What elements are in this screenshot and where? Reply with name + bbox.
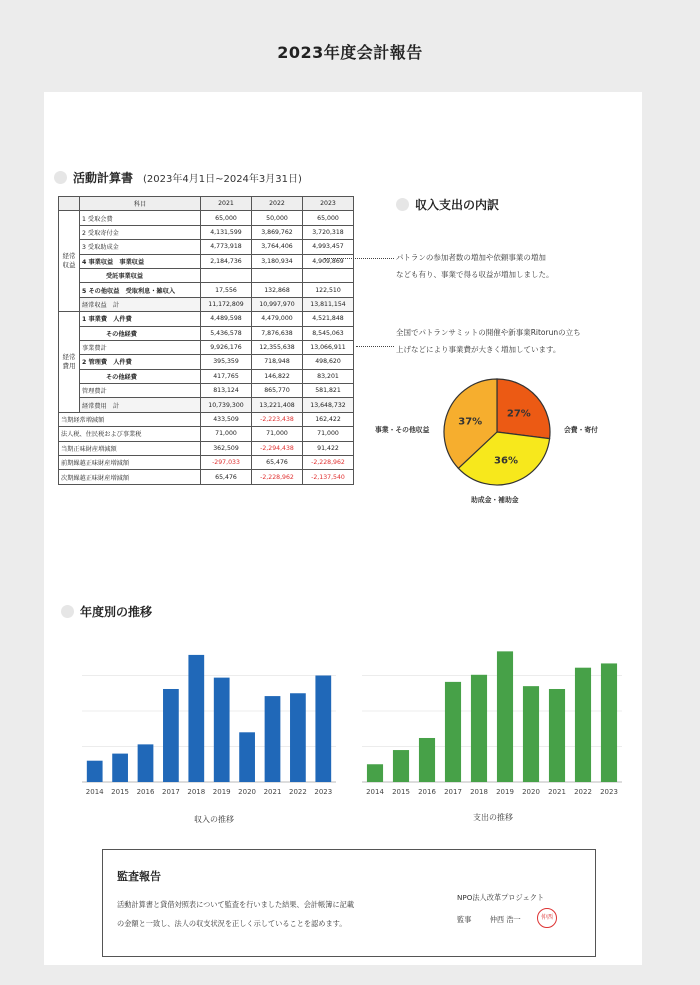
value-cell: 71,000 xyxy=(252,427,303,441)
bar-2019 xyxy=(214,678,230,782)
x-tick-label: 2018 xyxy=(187,788,206,796)
value-cell: 146,822 xyxy=(252,369,303,383)
value-cell: 4,993,457 xyxy=(303,240,354,254)
audit-title: 監査報告 xyxy=(117,870,161,883)
table-row xyxy=(59,441,354,455)
value-cell: -2,228,962 xyxy=(303,456,354,470)
x-tick-label: 2019 xyxy=(212,788,231,796)
bar-2015 xyxy=(393,750,409,782)
table-row xyxy=(59,384,354,398)
report-sheet xyxy=(44,92,642,965)
table-row xyxy=(59,427,354,441)
value-cell: -2,137,540 xyxy=(303,470,354,484)
value-cell: 4,131,599 xyxy=(201,225,252,239)
value-cell: 10,739,300 xyxy=(201,398,252,412)
value-cell: 2,184,736 xyxy=(201,254,252,268)
pie-percent-label: 36% xyxy=(494,455,518,467)
x-tick-label: 2015 xyxy=(392,788,410,796)
table-row xyxy=(59,240,354,254)
table-row xyxy=(59,398,354,412)
value-cell: 4,479,000 xyxy=(252,312,303,326)
auditor-role: 監事 xyxy=(457,915,472,924)
group-label-expense: 経常費用 xyxy=(59,312,80,413)
bar-2022 xyxy=(575,668,591,782)
audit-org-name: NPO法人改革プロジェクト xyxy=(457,893,545,902)
audit-signature xyxy=(457,915,521,925)
row-label: その他経費 xyxy=(80,369,201,383)
x-tick-label: 2022 xyxy=(288,788,307,796)
value-cell: 3,720,318 xyxy=(303,225,354,239)
value-cell: 12,355,638 xyxy=(252,340,303,354)
bar-2018 xyxy=(471,675,487,782)
value-cell: 3,869,762 xyxy=(252,225,303,239)
value-cell: 4,773,918 xyxy=(201,240,252,254)
pie-label-fees-donations: 会費・寄付 xyxy=(564,426,598,434)
value-cell: 8,545,063 xyxy=(303,326,354,340)
x-tick-label: 2020 xyxy=(522,788,540,796)
value-cell: 71,000 xyxy=(303,427,354,441)
bar-2014 xyxy=(367,764,383,782)
x-tick-label: 2018 xyxy=(470,788,488,796)
bar-2018 xyxy=(188,655,204,782)
expense-note-line: 全国でパトランサミットの開催や新事業Ritorunの立ち xyxy=(396,328,581,337)
row-label: 次期繰越正味財産増減額 xyxy=(59,470,201,484)
trend-heading-label: 年度別の推移 xyxy=(80,605,153,619)
activity-statement-table xyxy=(58,196,354,485)
leader-line xyxy=(356,346,394,347)
bar-2021 xyxy=(265,696,281,782)
value-cell: 9,926,176 xyxy=(201,340,252,354)
bar-2017 xyxy=(445,682,461,782)
table-header-row xyxy=(59,197,354,211)
value-cell: 13,066,911 xyxy=(303,340,354,354)
value-cell: 10,997,970 xyxy=(252,297,303,311)
value-cell: 162,422 xyxy=(303,412,354,426)
bar-2020 xyxy=(523,686,539,782)
value-cell: 362,509 xyxy=(201,441,252,455)
value-cell: -2,294,438 xyxy=(252,441,303,455)
row-label: その他経費 xyxy=(80,326,201,340)
row-label: 1 事業費 人件費 xyxy=(80,312,201,326)
audit-body-line: の金額と一致し、法人の収支状況を正しく示していることを認めます。 xyxy=(117,919,347,928)
value-cell: 13,811,154 xyxy=(303,297,354,311)
value-cell: 4,489,598 xyxy=(201,312,252,326)
row-label: 2 管理費 人件費 xyxy=(80,355,201,369)
value-cell: 5,436,578 xyxy=(201,326,252,340)
row-label: 当期経常増減額 xyxy=(59,412,201,426)
row-label: 事業費計 xyxy=(80,340,201,354)
table-row xyxy=(59,225,354,239)
group-label-income: 経常収益 xyxy=(59,211,80,312)
x-tick-label: 2017 xyxy=(161,788,180,796)
table-row xyxy=(59,297,354,311)
value-cell: 50,000 xyxy=(252,211,303,225)
row-label: 当期正味財産増減額 xyxy=(59,441,201,455)
table-row xyxy=(59,412,354,426)
table-row xyxy=(59,355,354,369)
value-cell: 17,556 xyxy=(201,283,252,297)
bar-2017 xyxy=(163,689,179,782)
value-cell: 13,221,408 xyxy=(252,398,303,412)
value-cell: -297,033 xyxy=(201,456,252,470)
bar-2016 xyxy=(419,738,435,782)
value-cell: 11,172,809 xyxy=(201,297,252,311)
row-label: 1 受取会費 xyxy=(80,211,201,225)
bar-2014 xyxy=(87,761,103,782)
x-tick-label: 2022 xyxy=(574,788,592,796)
activity-period: (2023年4月1日~2024年3月31日) xyxy=(143,174,302,185)
leader-line xyxy=(324,258,394,259)
row-label: 前期繰越正味財産増減額 xyxy=(59,456,201,470)
table-row xyxy=(59,211,354,225)
header-spacer xyxy=(59,197,80,211)
seal-stamp-icon: 仲西 xyxy=(537,908,557,928)
table-row xyxy=(59,312,354,326)
bullet-icon xyxy=(54,171,67,184)
table-row xyxy=(59,340,354,354)
table-row xyxy=(59,254,354,268)
expense-chart-caption: 支出の推移 xyxy=(473,813,513,822)
auditor-name: 仲西 浩一 xyxy=(489,915,521,924)
income-trend-chart xyxy=(74,636,344,806)
income-note xyxy=(396,249,554,283)
value-cell: 4,521,848 xyxy=(303,312,354,326)
bar-2022 xyxy=(290,693,306,782)
value-cell: 71,000 xyxy=(201,427,252,441)
row-label: 経常収益 計 xyxy=(80,297,201,311)
column-header: 2022 xyxy=(252,197,303,211)
income-note-line: なども有り、事業で得る収益が増加しました。 xyxy=(396,270,554,279)
value-cell: 395,359 xyxy=(201,355,252,369)
row-label: 法人税、住民税および事業税 xyxy=(59,427,201,441)
value-cell: 91,422 xyxy=(303,441,354,455)
x-tick-label: 2023 xyxy=(314,788,333,796)
x-tick-label: 2014 xyxy=(366,788,384,796)
income-chart-caption: 収入の推移 xyxy=(194,815,234,824)
bar-2023 xyxy=(601,663,617,782)
table-row xyxy=(59,456,354,470)
value-cell: 132,868 xyxy=(252,283,303,297)
trend-heading xyxy=(61,603,152,620)
row-label: 2 受取寄付金 xyxy=(80,225,201,239)
value-cell: 417,765 xyxy=(201,369,252,383)
value-cell: 581,821 xyxy=(303,384,354,398)
value-cell: 498,620 xyxy=(303,355,354,369)
value-cell: 813,124 xyxy=(201,384,252,398)
audit-body xyxy=(117,895,354,933)
table-row xyxy=(59,369,354,383)
x-tick-label: 2023 xyxy=(600,788,618,796)
pie-label-grants: 助成金・補助金 xyxy=(471,496,519,504)
value-cell: 7,876,638 xyxy=(252,326,303,340)
value-cell: 83,201 xyxy=(303,369,354,383)
breakdown-heading-label: 収入支出の内訳 xyxy=(415,198,500,212)
audit-report-box xyxy=(102,849,596,957)
value-cell: 718,948 xyxy=(252,355,303,369)
bar-2019 xyxy=(497,651,513,782)
value-cell xyxy=(201,268,252,282)
x-tick-label: 2016 xyxy=(136,788,155,796)
row-label: 受託事業収益 xyxy=(80,268,201,282)
table-row xyxy=(59,283,354,297)
breakdown-heading xyxy=(396,196,499,213)
row-label: 管理費計 xyxy=(80,384,201,398)
column-header: 科目 xyxy=(80,197,201,211)
bar-2020 xyxy=(239,732,255,782)
value-cell: 433,509 xyxy=(201,412,252,426)
expense-note xyxy=(396,324,581,358)
value-cell: -2,228,962 xyxy=(252,470,303,484)
bar-2023 xyxy=(315,676,331,783)
bullet-icon xyxy=(396,198,409,211)
value-cell: 3,180,934 xyxy=(252,254,303,268)
activity-heading xyxy=(54,169,302,186)
value-cell: 65,476 xyxy=(252,456,303,470)
column-header: 2023 xyxy=(303,197,354,211)
bullet-icon xyxy=(61,605,74,618)
bar-2015 xyxy=(112,754,128,782)
value-cell: -2,223,438 xyxy=(252,412,303,426)
value-cell xyxy=(252,268,303,282)
x-tick-label: 2021 xyxy=(548,788,566,796)
pie-percent-label: 37% xyxy=(458,416,483,428)
value-cell: 13,648,732 xyxy=(303,398,354,412)
x-tick-label: 2021 xyxy=(263,788,282,796)
audit-body-line: 活動計算書と貸借対照表について監査を行いました結果、会計帳簿に記載 xyxy=(117,900,355,909)
table-row xyxy=(59,326,354,340)
row-label: 4 事業収益 事業収益 xyxy=(80,254,201,268)
pie-percent-label: 27% xyxy=(506,408,531,420)
x-tick-label: 2017 xyxy=(444,788,462,796)
row-label: 3 受取助成金 xyxy=(80,240,201,254)
x-tick-label: 2014 xyxy=(85,788,104,796)
x-tick-label: 2019 xyxy=(496,788,514,796)
value-cell: 865,770 xyxy=(252,384,303,398)
value-cell: 4,909,869 xyxy=(303,254,354,268)
expense-note-line: 上げなどにより事業費が大きく増加しています。 xyxy=(396,345,561,354)
x-tick-label: 2016 xyxy=(418,788,436,796)
x-tick-label: 2020 xyxy=(238,788,257,796)
activity-heading-label: 活動計算書 xyxy=(73,171,134,185)
page-title: 2023年度会計報告 xyxy=(277,43,423,62)
row-label: 経常費用 計 xyxy=(80,398,201,412)
expense-trend-chart xyxy=(354,636,630,806)
x-tick-label: 2015 xyxy=(111,788,130,796)
value-cell xyxy=(303,268,354,282)
value-cell: 65,000 xyxy=(303,211,354,225)
bar-2016 xyxy=(138,744,154,782)
value-cell: 65,000 xyxy=(201,211,252,225)
column-header: 2021 xyxy=(201,197,252,211)
pie-label-business-other: 事業・その他収益 xyxy=(375,426,430,434)
breakdown-pie-chart xyxy=(442,377,552,487)
bar-2021 xyxy=(549,689,565,782)
value-cell: 3,764,406 xyxy=(252,240,303,254)
value-cell: 122,510 xyxy=(303,283,354,297)
income-note-line: パトランの参加者数の増加や依頼事業の増加 xyxy=(396,253,546,262)
table-row xyxy=(59,268,354,282)
row-label: 5 その他収益 受取利息・雑収入 xyxy=(80,283,201,297)
table-row xyxy=(59,470,354,484)
value-cell: 65,476 xyxy=(201,470,252,484)
